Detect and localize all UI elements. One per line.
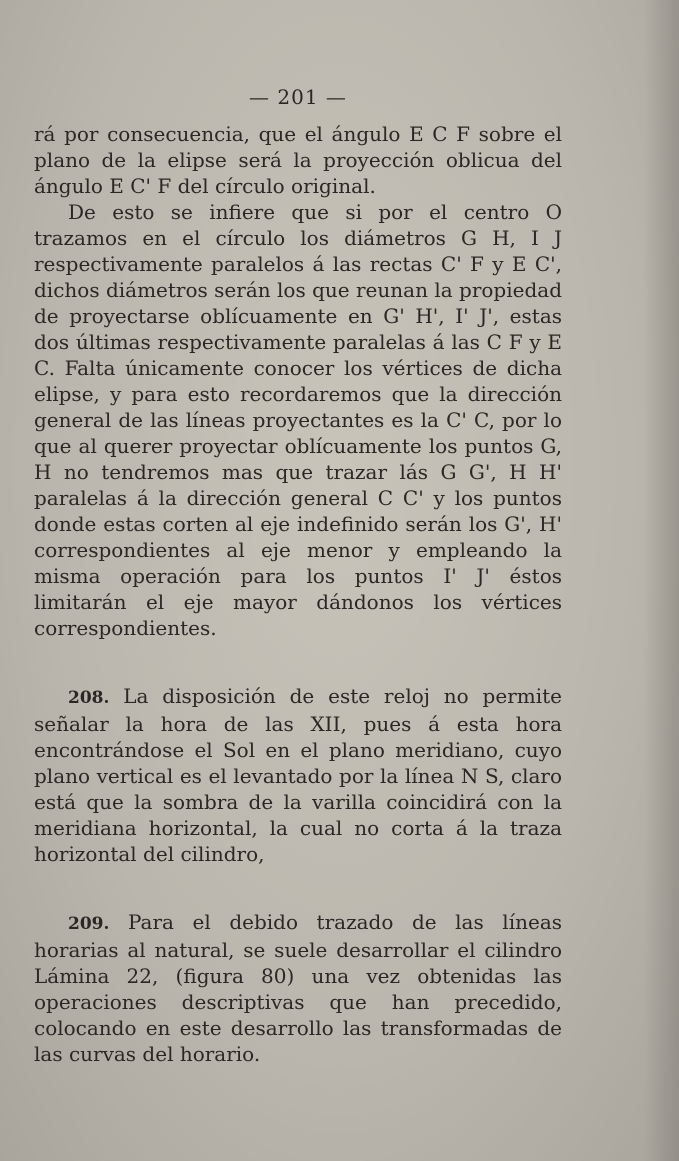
text-block: [34, 84, 562, 1067]
page-number: — 201 —: [249, 85, 347, 109]
section-number: 209.: [68, 914, 110, 934]
paragraph-continuation: rá por consecuencia, que el ángulo E C F sobre el plano de la elipse será la proyección oblicua del ángulo E C' F del círculo original.: [34, 122, 562, 198]
section-208: [34, 683, 562, 867]
paragraph-diameters: De esto se infiere que si por el centro O trazamos en el círculo los diámetros G H, I J respectivamente paralelos á las rectas C' F y E C', dichos diámetros serán los que reunan la propiedad de proyectarse oblícuamente en G' H', I' J', estas dos últimas respectivamente paralelas á las C F y E C. Falta únicamente conocer los vértices de dicha elipse, y para esto recordaremos que la dirección general de las líneas proyectantes es la C' C, por lo que al querer proyectar oblícuamente los puntos G, H no tendremos mas que trazar lás G G', H H' paralelas á la dirección general C C' y los puntos donde estas corten al eje indefinido serán los G', H' correspondientes al eje menor y empleando la misma operación para los puntos I' J' éstos limitarán el eje mayor dándonos los vértices correspondientes.: [34, 200, 562, 640]
section-number: 208.: [68, 688, 110, 708]
page-edge-shadow: [643, 0, 679, 1161]
section-209: [34, 909, 562, 1067]
section-text: Para el debido trazado de las líneas horarias al natural, se suele desarrollar el cilindro Lámina 22, (figura 80) una vez obtenidas las operaciones descriptivas que han precedido, colocando en este desarrollo las transformadas de las curvas del horario.: [34, 910, 563, 1066]
section-text: La disposición de este reloj no permite señalar la hora de las XII, pues á esta hora encontrándose el Sol en el plano meridiano, cuyo plano vertical es el levantado por la línea N S, claro está que la sombra de la varilla coincidirá con la meridiana horizontal, la cual no corta á la traza horizontal del cilindro,: [34, 684, 562, 866]
